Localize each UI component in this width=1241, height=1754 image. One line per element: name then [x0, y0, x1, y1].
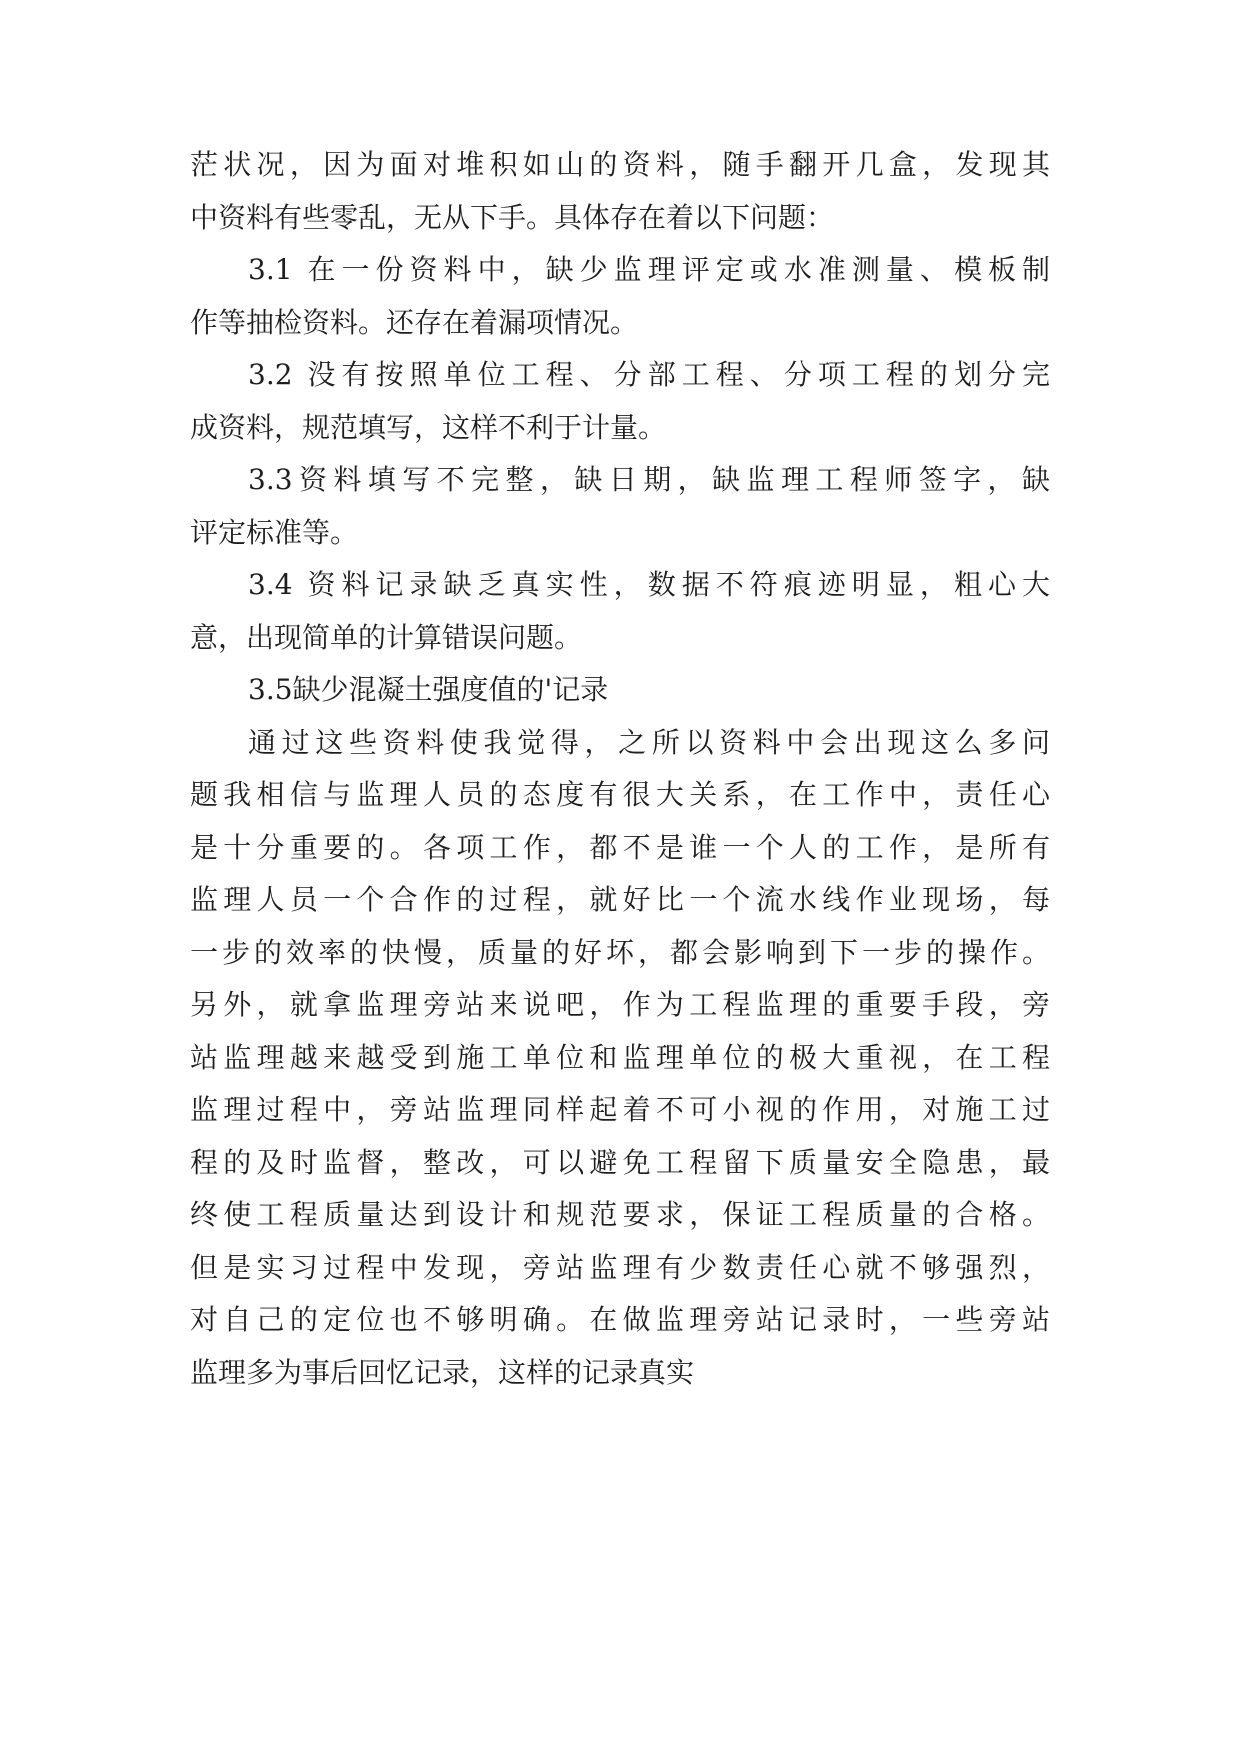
text-line: 一步的效率的快慢，质量的好坏，都会影响到下一步的操作。 [190, 935, 1050, 969]
text-line: 对自己的定位也不够明确。在做监理旁站记录时，一些旁站 [190, 1303, 1050, 1336]
paragraph [190, 349, 1050, 454]
text-line: 站监理越来越受到施工单位和监理单位的极大重视，在工程 [190, 1040, 1050, 1074]
text-line: 茫状况，因为面对堆积如山的资料，随手翻开几盒，发现其 [190, 148, 1050, 181]
text-line: 程的及时监督，整改，可以避免工程留下质量安全隐患，最 [190, 1145, 1050, 1179]
text-line: 监理人员一个合作的过程，就好比一个流水线作业现场，每 [190, 883, 1050, 916]
document-body [190, 139, 1050, 1399]
text-line: 终使工程质量达到设计和规范要求，保证工程质量的合格。 [190, 1198, 1050, 1231]
paragraph [190, 664, 1050, 717]
paragraph [190, 454, 1050, 559]
text-line: 另外，就拿监理旁站来说吧，作为工程监理的重要手段，旁 [190, 988, 1050, 1021]
text-line: 监理过程中，旁站监理同样起着不可小视的作用，对施工过 [190, 1093, 1050, 1126]
text-line: 成资料，规范填写，这样不利于计量。 [190, 410, 667, 444]
text-line: 通过这些资料使我觉得，之所以资料中会出现这么多问 [248, 725, 1050, 759]
text-line: 题我相信与监理人员的态度有很大关系，在工作中，责任心 [190, 778, 1050, 811]
text-line: 3.3资料填写不完整，缺日期，缺监理工程师签字，缺 [248, 463, 1050, 496]
paragraph [190, 244, 1050, 349]
text-line: 3.2 没有按照单位工程、分部工程、分项工程的划分完 [248, 358, 1050, 391]
text-line: 作等抽检资料。还存在着漏项情况。 [190, 305, 639, 339]
text-line: 3.5缺少混凝土强度值的'记录 [248, 673, 609, 706]
paragraph [190, 717, 1050, 1400]
text-line: 监理多为事后回忆记录，这样的记录真实 [190, 1355, 695, 1389]
text-line: 中资料有些零乱，无从下手。具体存在着以下问题： [190, 200, 835, 234]
text-line: 评定标准等。 [190, 515, 359, 549]
text-line: 但是实习过程中发现，旁站监理有少数责任心就不够强烈， [190, 1250, 1050, 1284]
text-line: 3.1 在一份资料中，缺少监理评定或水准测量、模板制 [248, 253, 1050, 286]
paragraph [190, 139, 1050, 244]
text-line: 3.4 资料记录缺乏真实性，数据不符痕迹明显，粗心大 [248, 568, 1050, 601]
paragraph [190, 559, 1050, 664]
text-line: 是十分重要的。各项工作，都不是谁一个人的工作，是所有 [190, 830, 1050, 864]
text-line: 意，出现简单的计算错误问题。 [190, 620, 583, 654]
